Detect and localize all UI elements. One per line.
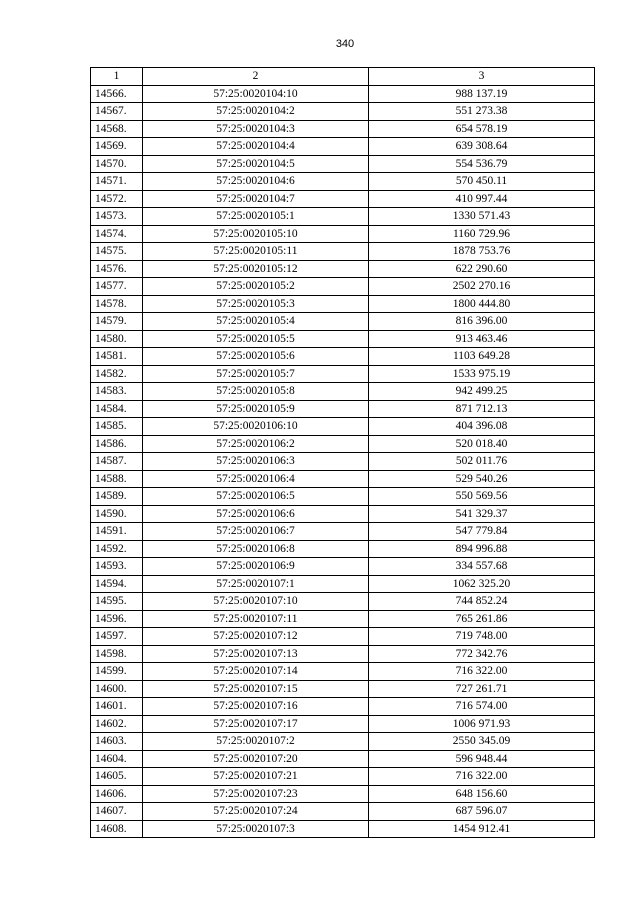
row-number-cell: 14574. — [91, 225, 143, 243]
cadastral-number-cell: 57:25:0020107:13 — [143, 645, 369, 663]
value-cell: 1878 753.76 — [369, 243, 595, 261]
table-row — [91, 278, 595, 296]
table-row — [91, 820, 595, 838]
row-number-cell: 14571. — [91, 173, 143, 191]
value-cell: 334 557.68 — [369, 558, 595, 576]
table-row — [91, 523, 595, 541]
table-row — [91, 295, 595, 313]
cadastral-number-cell: 57:25:0020106:4 — [143, 470, 369, 488]
value-cell: 1800 444.80 — [369, 295, 595, 313]
table-row — [91, 593, 595, 611]
cadastral-number-cell: 57:25:0020104:4 — [143, 138, 369, 156]
table-row — [91, 225, 595, 243]
table-row — [91, 715, 595, 733]
row-number-cell: 14578. — [91, 295, 143, 313]
cadastral-number-cell: 57:25:0020106:8 — [143, 540, 369, 558]
row-number-cell: 14595. — [91, 593, 143, 611]
column-header-2: 2 — [143, 68, 369, 86]
table-row — [91, 173, 595, 191]
table-row — [91, 680, 595, 698]
page-number: 340 — [335, 38, 355, 50]
table-row — [91, 348, 595, 366]
table-row — [91, 663, 595, 681]
row-number-cell: 14582. — [91, 365, 143, 383]
row-number-cell: 14589. — [91, 488, 143, 506]
value-cell: 1006 971.93 — [369, 715, 595, 733]
value-cell: 942 499.25 — [369, 383, 595, 401]
value-cell: 654 578.19 — [369, 120, 595, 138]
row-number-cell: 14579. — [91, 313, 143, 331]
cadastral-number-cell: 57:25:0020107:16 — [143, 698, 369, 716]
value-cell: 1160 729.96 — [369, 225, 595, 243]
table-row — [91, 330, 595, 348]
value-cell: 1454 912.41 — [369, 820, 595, 838]
cadastral-number-cell: 57:25:0020106:10 — [143, 418, 369, 436]
row-number-cell: 14566. — [91, 85, 143, 103]
row-number-cell: 14577. — [91, 278, 143, 296]
cadastral-number-cell: 57:25:0020107:1 — [143, 575, 369, 593]
row-number-cell: 14605. — [91, 768, 143, 786]
table-row — [91, 103, 595, 121]
row-number-cell: 14594. — [91, 575, 143, 593]
row-number-cell: 14596. — [91, 610, 143, 628]
cadastral-number-cell: 57:25:0020106:2 — [143, 435, 369, 453]
value-cell: 894 996.88 — [369, 540, 595, 558]
row-number-cell: 14573. — [91, 208, 143, 226]
table-row — [91, 365, 595, 383]
cadastral-number-cell: 57:25:0020105:10 — [143, 225, 369, 243]
cadastral-number-cell: 57:25:0020104:5 — [143, 155, 369, 173]
cadastral-number-cell: 57:25:0020104:10 — [143, 85, 369, 103]
table-row — [91, 400, 595, 418]
cadastral-number-cell: 57:25:0020106:6 — [143, 505, 369, 523]
value-cell: 547 779.84 — [369, 523, 595, 541]
cadastral-number-cell: 57:25:0020105:9 — [143, 400, 369, 418]
table-row — [91, 645, 595, 663]
table-row — [91, 418, 595, 436]
table-row — [91, 470, 595, 488]
value-cell: 2550 345.09 — [369, 733, 595, 751]
value-cell: 410 997.44 — [369, 190, 595, 208]
value-cell: 913 463.46 — [369, 330, 595, 348]
cadastral-number-cell: 57:25:0020104:2 — [143, 103, 369, 121]
table-row — [91, 628, 595, 646]
cadastral-number-cell: 57:25:0020107:10 — [143, 593, 369, 611]
row-number-cell: 14569. — [91, 138, 143, 156]
row-number-cell: 14593. — [91, 558, 143, 576]
value-cell: 871 712.13 — [369, 400, 595, 418]
table-row — [91, 138, 595, 156]
row-number-cell: 14597. — [91, 628, 143, 646]
value-cell: 744 852.24 — [369, 593, 595, 611]
table-row — [91, 208, 595, 226]
cadastral-number-cell: 57:25:0020107:20 — [143, 750, 369, 768]
value-cell: 1330 571.43 — [369, 208, 595, 226]
cadastral-number-cell: 57:25:0020104:3 — [143, 120, 369, 138]
value-cell: 687 596.07 — [369, 803, 595, 821]
row-number-cell: 14567. — [91, 103, 143, 121]
row-number-cell: 14603. — [91, 733, 143, 751]
row-number-cell: 14591. — [91, 523, 143, 541]
row-number-cell: 14602. — [91, 715, 143, 733]
value-cell: 551 273.38 — [369, 103, 595, 121]
value-cell: 622 290.60 — [369, 260, 595, 278]
column-header-1: 1 — [91, 68, 143, 86]
cadastral-number-cell: 57:25:0020106:5 — [143, 488, 369, 506]
table-row — [91, 85, 595, 103]
table-row — [91, 260, 595, 278]
table-row — [91, 243, 595, 261]
row-number-cell: 14592. — [91, 540, 143, 558]
value-cell: 541 329.37 — [369, 505, 595, 523]
table-row — [91, 383, 595, 401]
data-table — [90, 67, 595, 838]
cadastral-number-cell: 57:25:0020105:2 — [143, 278, 369, 296]
table-row — [91, 575, 595, 593]
table-body — [91, 85, 595, 838]
table-row — [91, 558, 595, 576]
row-number-cell: 14570. — [91, 155, 143, 173]
value-cell: 1533 975.19 — [369, 365, 595, 383]
table-row — [91, 313, 595, 331]
row-number-cell: 14608. — [91, 820, 143, 838]
table-row — [91, 610, 595, 628]
value-cell: 550 569.56 — [369, 488, 595, 506]
cadastral-number-cell: 57:25:0020105:7 — [143, 365, 369, 383]
cadastral-number-cell: 57:25:0020105:8 — [143, 383, 369, 401]
row-number-cell: 14568. — [91, 120, 143, 138]
row-number-cell: 14587. — [91, 453, 143, 471]
row-number-cell: 14588. — [91, 470, 143, 488]
table-row — [91, 803, 595, 821]
row-number-cell: 14572. — [91, 190, 143, 208]
row-number-cell: 14604. — [91, 750, 143, 768]
cadastral-number-cell: 57:25:0020107:21 — [143, 768, 369, 786]
row-number-cell: 14600. — [91, 680, 143, 698]
value-cell: 2502 270.16 — [369, 278, 595, 296]
value-cell: 596 948.44 — [369, 750, 595, 768]
value-cell: 816 396.00 — [369, 313, 595, 331]
table-row — [91, 733, 595, 751]
row-number-cell: 14583. — [91, 383, 143, 401]
cadastral-number-cell: 57:25:0020105:5 — [143, 330, 369, 348]
cadastral-number-cell: 57:25:0020104:6 — [143, 173, 369, 191]
cadastral-number-cell: 57:25:0020105:12 — [143, 260, 369, 278]
cadastral-number-cell: 57:25:0020107:12 — [143, 628, 369, 646]
row-number-cell: 14576. — [91, 260, 143, 278]
row-number-cell: 14580. — [91, 330, 143, 348]
value-cell: 1062 325.20 — [369, 575, 595, 593]
table-row — [91, 540, 595, 558]
value-cell: 570 450.11 — [369, 173, 595, 191]
cadastral-number-cell: 57:25:0020106:9 — [143, 558, 369, 576]
value-cell: 765 261.86 — [369, 610, 595, 628]
cadastral-number-cell: 57:25:0020105:1 — [143, 208, 369, 226]
table-row — [91, 698, 595, 716]
value-cell: 716 322.00 — [369, 768, 595, 786]
row-number-cell: 14607. — [91, 803, 143, 821]
value-cell: 988 137.19 — [369, 85, 595, 103]
row-number-cell: 14584. — [91, 400, 143, 418]
table-row — [91, 488, 595, 506]
table-row — [91, 435, 595, 453]
row-number-cell: 14590. — [91, 505, 143, 523]
value-cell: 1103 649.28 — [369, 348, 595, 366]
table-row — [91, 190, 595, 208]
row-number-cell: 14575. — [91, 243, 143, 261]
cadastral-number-cell: 57:25:0020106:7 — [143, 523, 369, 541]
cadastral-number-cell: 57:25:0020107:11 — [143, 610, 369, 628]
row-number-cell: 14601. — [91, 698, 143, 716]
value-cell: 529 540.26 — [369, 470, 595, 488]
table-row — [91, 120, 595, 138]
row-number-cell: 14598. — [91, 645, 143, 663]
table-header-row — [91, 68, 595, 86]
value-cell: 719 748.00 — [369, 628, 595, 646]
cadastral-number-cell: 57:25:0020105:4 — [143, 313, 369, 331]
row-number-cell: 14606. — [91, 785, 143, 803]
value-cell: 639 308.64 — [369, 138, 595, 156]
value-cell: 648 156.60 — [369, 785, 595, 803]
value-cell: 404 396.08 — [369, 418, 595, 436]
row-number-cell: 14599. — [91, 663, 143, 681]
table-row — [91, 505, 595, 523]
cadastral-number-cell: 57:25:0020106:3 — [143, 453, 369, 471]
table-row — [91, 750, 595, 768]
table-row — [91, 453, 595, 471]
cadastral-number-cell: 57:25:0020107:24 — [143, 803, 369, 821]
cadastral-number-cell: 57:25:0020105:3 — [143, 295, 369, 313]
row-number-cell: 14581. — [91, 348, 143, 366]
cadastral-number-cell: 57:25:0020107:15 — [143, 680, 369, 698]
column-header-3: 3 — [369, 68, 595, 86]
value-cell: 727 261.71 — [369, 680, 595, 698]
value-cell: 502 011.76 — [369, 453, 595, 471]
cadastral-number-cell: 57:25:0020107:23 — [143, 785, 369, 803]
cadastral-number-cell: 57:25:0020107:17 — [143, 715, 369, 733]
cadastral-number-cell: 57:25:0020105:11 — [143, 243, 369, 261]
table-row — [91, 785, 595, 803]
row-number-cell: 14585. — [91, 418, 143, 436]
table-row — [91, 768, 595, 786]
cadastral-number-cell: 57:25:0020105:6 — [143, 348, 369, 366]
cadastral-number-cell: 57:25:0020107:3 — [143, 820, 369, 838]
cadastral-number-cell: 57:25:0020107:14 — [143, 663, 369, 681]
value-cell: 716 574.00 — [369, 698, 595, 716]
row-number-cell: 14586. — [91, 435, 143, 453]
value-cell: 520 018.40 — [369, 435, 595, 453]
value-cell: 554 536.79 — [369, 155, 595, 173]
cadastral-number-cell: 57:25:0020104:7 — [143, 190, 369, 208]
value-cell: 716 322.00 — [369, 663, 595, 681]
table-row — [91, 155, 595, 173]
cadastral-number-cell: 57:25:0020107:2 — [143, 733, 369, 751]
value-cell: 772 342.76 — [369, 645, 595, 663]
